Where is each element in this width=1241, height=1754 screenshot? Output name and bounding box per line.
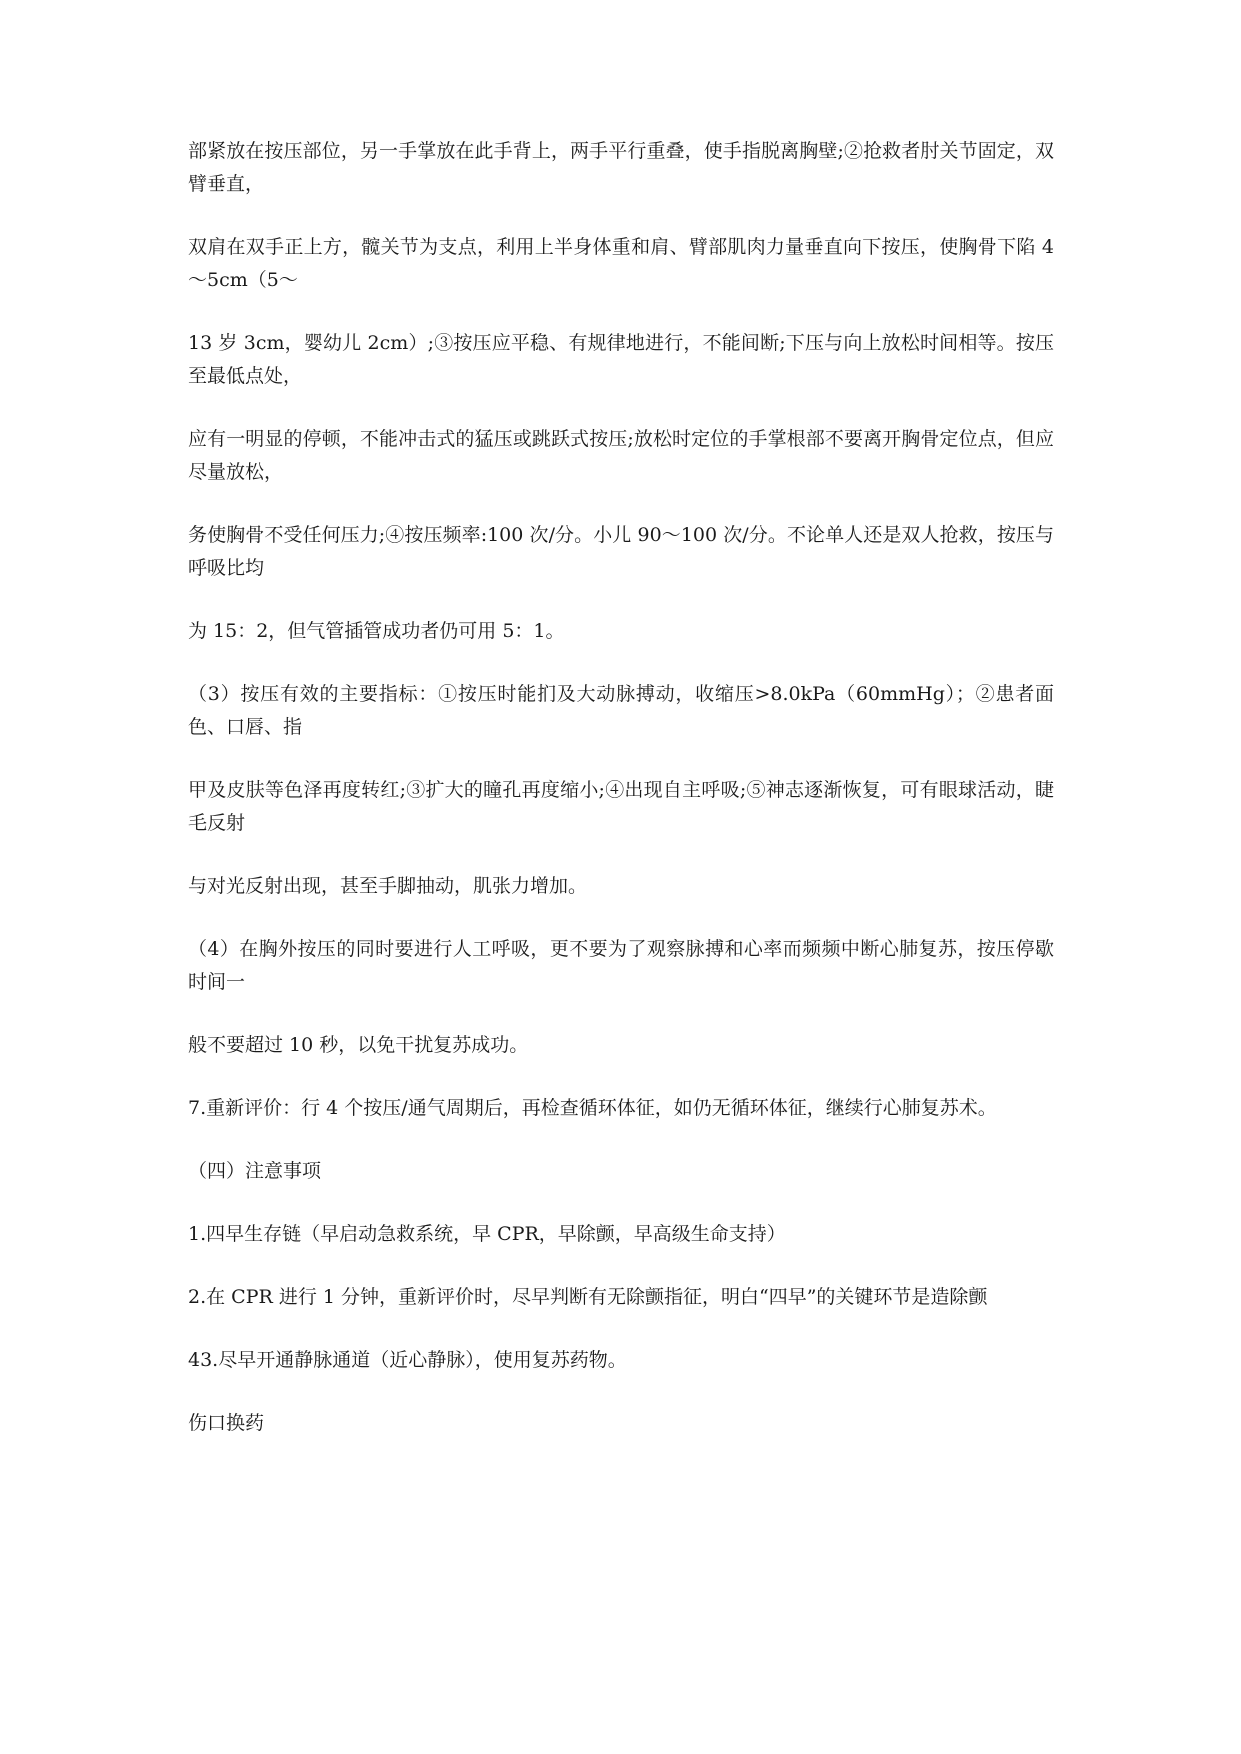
section-heading: （四）注意事项 [188, 1160, 322, 1182]
document-body [188, 135, 1054, 1470]
paragraph: 般不要超过 10 秒，以免干扰复苏成功。 [188, 1034, 529, 1056]
paragraph: （4）在胸外按压的同时要进行人工呼吸，更不要为了观察脉搏和心率而频频中断心肺复苏，按压停歇时间一 [188, 938, 1054, 993]
paragraph: 务使胸骨不受任何压力;④按压频率:100 次/分。小儿 90～100 次/分。不论单人还是双人抢救，按压与呼吸比均 [188, 524, 1054, 579]
paragraph: 43.尽早开通静脉通道（近心静脉），使用复苏药物。 [188, 1349, 627, 1371]
section-heading: 伤口换药 [188, 1412, 265, 1434]
paragraph: 2.在 CPR 进行 1 分钟，重新评价时，尽早判断有无除颤指征，明白“四早”的关键环节是造除颤 [188, 1286, 988, 1308]
paragraph: 部紧放在按压部位，另一手掌放在此手背上，两手平行重叠，使手指脱离胸壁;②抢救者肘关节固定，双臂垂直， [188, 140, 1054, 195]
paragraph: 与对光反射出现，甚至手脚抽动，肌张力增加。 [188, 875, 588, 897]
paragraph: 双肩在双手正上方，髋关节为支点，利用上半身体重和肩、臂部肌肉力量垂直向下按压，使胸骨下陷 4～5cm（5～ [188, 236, 1054, 291]
paragraph: 为 15：2，但气管插管成功者仍可用 5：1。 [188, 620, 565, 642]
paragraph: 甲及皮肤等色泽再度转红;③扩大的瞳孔再度缩小;④出现自主呼吸;⑤神志逐渐恢复，可有眼球活动，睫毛反射 [188, 779, 1054, 834]
paragraph: 7.重新评价：行 4 个按压/通气周期后，再检查循环体征，如仍无循环体征，继续行心肺复苏术。 [188, 1097, 997, 1119]
paragraph: （3）按压有效的主要指标：①按压时能扪及大动脉搏动，收缩压>8.0kPa（60mmHg）；②患者面色、口唇、指 [188, 683, 1054, 738]
paragraph: 应有一明显的停顿，不能冲击式的猛压或跳跃式按压;放松时定位的手掌根部不要离开胸骨定位点，但应尽量放松， [188, 428, 1054, 483]
paragraph: 13 岁 3cm，婴幼儿 2cm）;③按压应平稳、有规律地进行，不能间断;下压与向上放松时间相等。按压至最低点处， [188, 332, 1054, 387]
paragraph: 1.四早生存链（早启动急救系统，早 CPR，早除颤，早高级生命支持） [188, 1223, 786, 1245]
